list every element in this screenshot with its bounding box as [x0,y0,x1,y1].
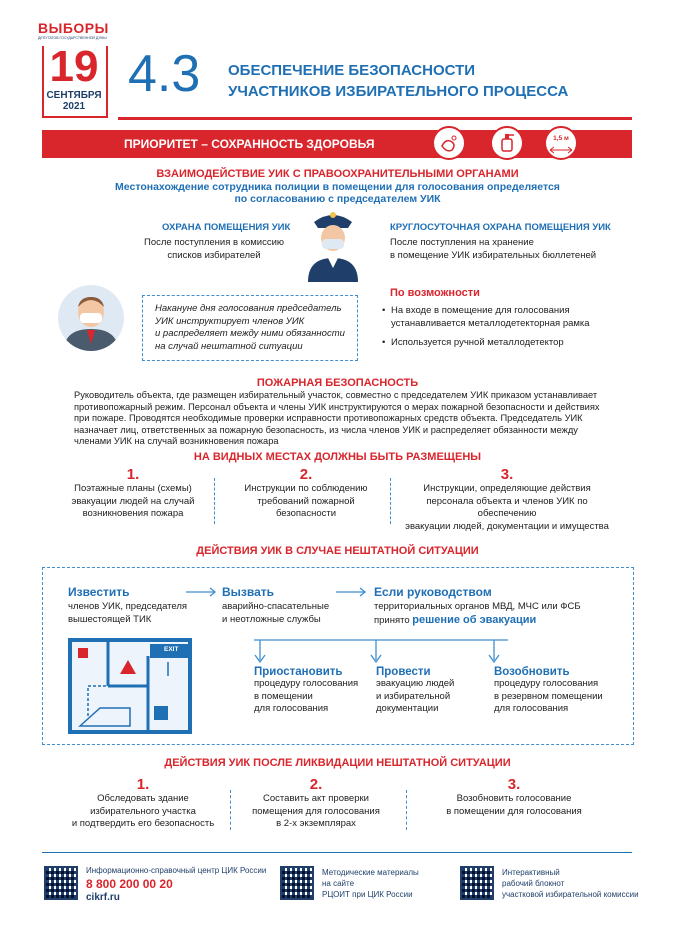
step-evacuate-l1: эвакуацию людей [376,678,455,689]
possible-bullet-1 [382,305,622,330]
left-guard-line2: списков избирателей [167,249,261,261]
if-line2a: принято [374,614,410,626]
qr-code-methods[interactable] [280,866,314,900]
fire-line4: назначает лиц, ответственных за пожарную безопасность, из числа членов УИК и распределяет обязанности между [74,424,578,435]
footer-methods-l2: на сайте [322,879,355,888]
footer-site[interactable]: cikrf.ru [86,892,120,903]
footer-notebook-l3: участковой избирательной комиссии [502,890,639,899]
bullet1-line2: устанавливается металлодетекторная рамка [391,317,590,329]
page-title [228,60,568,102]
notify-line1: членов УИК, председателя [68,601,188,612]
after-item-3-l1: Возобновить голосование [456,793,572,804]
placed-divider-2 [390,478,392,524]
if-text [374,601,581,627]
left-guard-title: ОХРАНА ПОМЕЩЕНИЯ УИК [162,222,291,233]
fire-paragraph [74,390,634,448]
fire-line1: Руководитель объекта, где размещен избирательный участок, совместно с председателем УИК приказом устанавливает [74,390,598,400]
step-resume [494,666,624,716]
placed-item-2-num: 2. [299,466,313,483]
placed-item-1-l1: Поэтажные планы (схемы) [74,483,192,494]
possible-title: По возможности [390,287,480,299]
evacuation-plan-illustration [68,636,192,734]
right-guard-title: КРУГЛОСУТОЧНАЯ ОХРАНА ПОМЕЩЕНИЯ УИК [390,222,611,233]
placed-item-2-l3: безопасности [275,508,337,519]
placed-item-3 [396,466,618,533]
police-heading: ВЗАИМОДЕЙСТВИЕ УИК С ПРАВООХРАНИТЕЛЬНЫМИ ОРГАНАМИ [156,168,519,180]
section-number: 4.3 [128,45,201,103]
footer-info [86,866,266,903]
footer-methods [322,867,419,900]
step-suspend-l2: в помещении [254,690,313,702]
police-sub-1: Местонахождение сотрудника полиции в помещении для голосования определяется [115,181,560,193]
after-item-1-l2: избирательного участка [90,805,196,817]
fire-line3: при пожаре. Проводятся необходимые проверки исправности противопожарных средств объекта. Председатель УИК [74,413,583,423]
after-item-1-l3: и подтвердить его безопасность [71,818,215,829]
possible-bullet-2 [382,337,622,350]
after-item-3-l2: в помещении для голосования [446,805,582,817]
step-suspend-l1: процедуру голосования [254,678,359,689]
bullet-dot: • [382,305,386,316]
after-item-2-num: 2. [309,776,323,793]
bullet2-text: Используется ручной металлодетектор [391,337,564,348]
if-title: Если руководством [374,585,492,599]
footer-info-label: Информационно-справочный центр ЦИК России [86,866,267,875]
police-officer-icon [300,206,366,282]
call-line2: и неотложные службы [222,613,321,625]
header-divider [118,117,632,120]
placed-item-1-num: 1. [126,466,140,483]
step-evacuate-l2: и избирательной [376,690,451,702]
chairman-quote-box [142,295,358,361]
footer-notebook [502,867,639,900]
logo-year: 2021 [62,101,86,112]
handwash-icon [432,126,466,160]
step-evacuate [376,666,494,716]
notify-line2: вышестоящей ТИК [68,613,152,625]
fire-line5: членами УИК на случай возникновения пожара [74,436,279,446]
after-heading: ДЕЙСТВИЯ УИК ПОСЛЕ ЛИКВИДАЦИИ НЕШТАТНОЙ СИТУАЦИИ [164,757,511,769]
page-title-line1: ОБЕСПЕЧЕНИЕ БЕЗОПАСНОСТИ [228,62,476,79]
placed-item-3-l3: эвакуации людей, документации и имущества [405,520,609,532]
exit-sign: EXIT [164,646,179,653]
evacuation-decision: решение об эвакуации [412,613,537,626]
fire-heading: ПОЖАРНАЯ БЕЗОПАСНОСТЬ [256,377,419,389]
placed-item-2 [226,466,386,521]
after-item-2-l1: Составить акт проверки [263,793,369,804]
after-item-3 [424,776,604,818]
distance-icon [544,126,578,160]
placed-item-2-l2: требований пожарной [257,495,355,507]
branch-arrows [250,636,512,666]
footer-notebook-l2: рабочий блокнот [502,879,565,888]
after-divider-1 [230,790,232,830]
bullet-dot: • [382,337,386,348]
step-resume-l1: процедуру голосования [494,678,599,689]
page-title-line2: УЧАСТНИКОВ ИЗБИРАТЕЛЬНОГО ПРОЦЕССА [228,83,569,100]
step-suspend [254,666,374,716]
call-text [222,601,329,626]
election-logo [38,20,110,118]
chairman-avatar [58,285,124,351]
arrow-right-icon [186,585,218,603]
after-item-2-l2: помещения для голосования [252,805,380,817]
step-evacuate-l3: документации [376,703,439,714]
right-guard-text [390,237,620,262]
after-item-2 [236,776,396,831]
after-item-1-l1: Обследовать здание [97,793,189,804]
step-resume-l2: в резервном помещении [494,690,603,702]
quote-line3: и распределяет между ними обязанности [155,328,345,339]
placed-item-2-l1: Инструкции по соблюдению [244,483,368,494]
quote-line2: УИК инструктирует членов УИК [155,315,305,327]
logo-subtitle: ДЕПУТАТОВ ГОСУДАРСТВЕННОЙ ДУМЫ [38,36,107,40]
distance-label: 1,5 м [553,135,569,142]
notify-text [68,601,187,626]
placed-item-1 [58,466,208,521]
priority-label: ПРИОРИТЕТ – СОХРАННОСТЬ ЗДОРОВЬЯ [124,137,375,151]
footer-notebook-l1: Интерактивный [502,868,560,877]
quote-line4: на случай нештатной ситуации [155,340,303,352]
step-suspend-l3: для голосования [254,703,329,714]
logo-month: СЕНТЯБРЯ [46,90,102,101]
after-divider-2 [406,790,408,830]
quote-line1: Накануне дня голосования председатель [155,303,342,314]
notify-title: Известить [68,585,130,599]
fire-line2: противопожарный режим. Персонал объекта и члены УИК инструктируются о мерах пожарной безопасности и действиях [74,401,600,412]
qr-code-info[interactable] [44,866,78,900]
emergency-heading: ДЕЙСТВИЯ УИК В СЛУЧАЕ НЕШТАТНОЙ СИТУАЦИИ [196,545,479,557]
police-sub-2: по согласованию с председателем УИК [234,193,441,205]
placed-heading: НА ВИДНЫХ МЕСТАХ ДОЛЖНЫ БЫТЬ РАЗМЕЩЕНЫ [193,451,482,463]
footer-methods-l1: Методические материалы [322,868,419,877]
placed-divider-1 [214,478,216,524]
sanitizer-icon [490,126,524,160]
footer-divider [42,852,632,853]
after-item-3-num: 3. [507,776,521,793]
left-guard-line1: После поступления в комиссию [143,237,285,248]
left-guard-text [128,237,300,262]
placed-item-3-l1: Инструкции, определяющие действия [423,483,591,494]
footer-methods-l3: РЦОИТ при ЦИК России [322,890,413,899]
arrow-right-icon [336,585,368,603]
placed-item-1-l2: эвакуации людей на случай [71,495,195,507]
footer-phone[interactable]: 8 800 200 00 20 [86,877,173,891]
step-suspend-title: Приостановить [254,666,343,678]
call-line1: аварийно-спасательные [222,601,330,612]
right-guard-line1: После поступления на хранение [390,237,534,248]
logo-brand: ВЫБОРЫ [38,20,109,36]
logo-day: 19 [49,42,99,91]
step-resume-title: Возобновить [494,666,570,678]
after-item-2-l3: в 2-х экземплярах [276,818,356,829]
placed-item-1-l3: возникновения пожара [82,508,184,519]
after-item-1 [58,776,228,831]
bullet1-line1: На входе в помещение для голосования [391,305,570,316]
right-guard-line2: в помещение УИК избирательных бюллетеней [390,249,597,261]
qr-code-notebook[interactable] [460,866,494,900]
placed-item-3-l2: персонала объекта и членов УИК по обеспечению [426,495,588,519]
placed-item-3-num: 3. [500,466,514,483]
step-evacuate-title: Провести [376,666,431,678]
after-item-1-num: 1. [136,776,150,793]
if-line1: территориальных органов МВД, МЧС или ФСБ [374,601,581,612]
step-resume-l3: для голосования [494,703,569,714]
call-title: Вызвать [222,585,275,599]
